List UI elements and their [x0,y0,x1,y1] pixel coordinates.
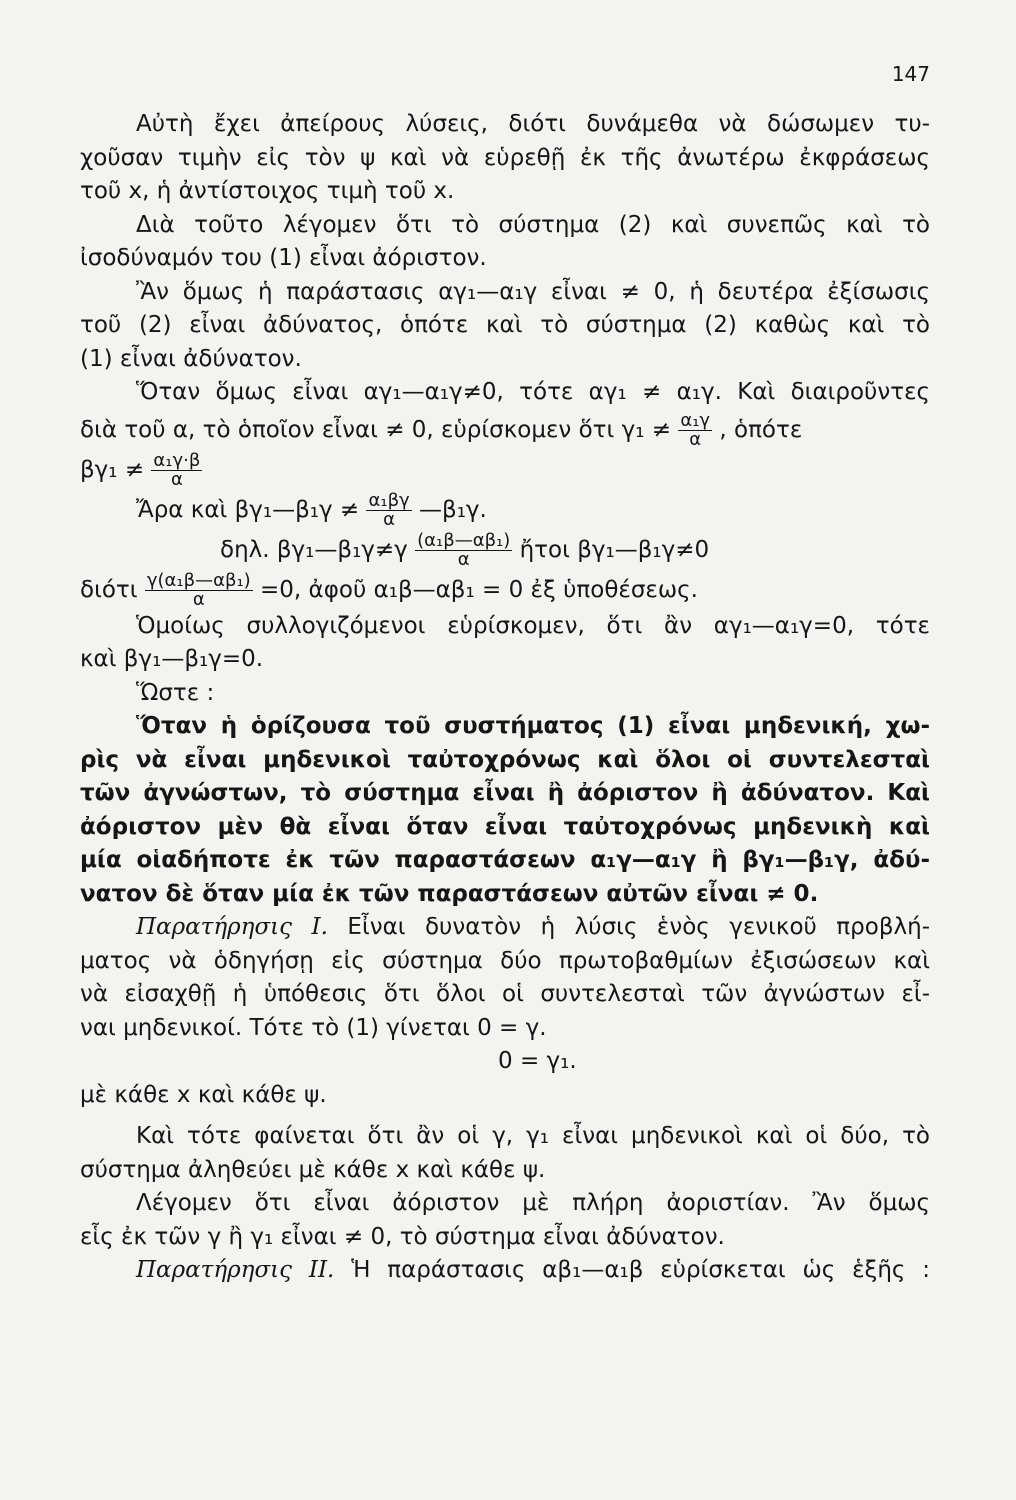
equation-ara [80,490,930,530]
equation-bg [80,450,930,490]
para5-line: Ὁμοίως συλλογιζόμενοι εὑρίσκομεν, ὅτι ἂν αγ₁—α₁γ=0, τότε [136,612,930,639]
para7-line: Λέγομεν ὅτι εἶναι ἀόριστον μὲ πλήρη ἀοριστίαν. Ἂν ὅμως [136,1190,930,1216]
equation-text: —β₁γ. [419,496,487,523]
para1-line: Αὐτὴ ἔχει ἀπείρους λύσεις, διότι δυνάμεθα νὰ δώσωμεν τυ- [136,111,930,137]
fraction-denominator: α [192,588,205,610]
equation-text: =0, ἀφοῦ α₁β—αβ₁ = 0 ἐξ ὑποθέσεως. [260,576,698,603]
equation-text: ἤτοι βγ₁—β₁γ≠0 [519,536,710,563]
para3-line: Ἂν ὅμως ἡ παράστασις αγ₁—α₁γ εἶναι ≠ 0, ἡ δευτέρα ἐξίσωσις [136,278,930,305]
fraction-numerator: (α₁β—αβ₁) [417,529,511,551]
conclusion-line: μία οἱαδήποτε ἐκ τῶν παραστάσεων α₁γ—α₁γ ἢ βγ₁—β₁γ, ἀδύ- [80,847,930,873]
fraction-numerator: γ(α₁β—αβ₁) [146,569,251,591]
equation-text: δηλ. βγ₁—β₁γ≠γ [220,536,408,563]
fraction [678,409,712,450]
remark1-text: Εἶναι δυνατὸν ἡ λύσις ἑνὸς γενικοῦ προβλή- [347,914,930,940]
para2-line: ἰσοδύναμόν του (1) εἶναι ἀόριστον. [80,245,487,271]
fraction-denominator: α [457,548,470,570]
remark2-text: Ἡ παράστασις αβ₁—α₁β εὑρίσκεται ὡς ἑξῆς : [351,1257,931,1283]
para2-line: Διὰ τοῦτο λέγομεν ὅτι τὸ σύστημα (2) καὶ συνεπῶς καὶ τὸ [136,211,930,238]
remark2-line [80,1254,930,1288]
page-text [80,108,930,1288]
fraction-denominator: α [689,428,702,450]
page-number: 147 [891,62,930,86]
fraction [366,489,411,530]
para4-text: , ὁπότε [719,416,803,443]
fraction [151,449,202,490]
fraction-denominator: α [383,508,396,530]
remark1-line: ναι μηδενικοί. Τότε τὸ (1) γίνεται 0 = γ. [80,1014,547,1041]
remark1-title: Παρατήρησις I. [136,914,328,940]
equation-gamma1: 0 = γ₁. [498,1048,577,1074]
remark1-line [80,911,930,945]
para6-line: σύστημα ἀληθεύει μὲ κάθε x καὶ κάθε ψ. [80,1156,546,1183]
hoste: Ὥστε : [136,679,215,706]
fraction-numerator: α₁γ [680,409,711,431]
equation-text: διότι [80,576,138,603]
fraction-numerator: α₁βγ [368,489,410,511]
fraction-denominator: α [170,468,183,490]
para4-line: Ὅταν ὅμως εἶναι αγ₁—α₁γ≠0, τότε αγ₁ ≠ α₁γ. Καὶ διαιροῦντες [136,379,930,405]
me-kathe-line: μὲ κάθε x καὶ κάθε ψ. [80,1081,327,1108]
equation-text: Ἄρα καὶ βγ₁—β₁γ ≠ [136,496,360,523]
remark1-line: νὰ εἰσαχθῇ ἡ ὑπόθεσις ὅτι ὅλοι οἱ συντελεσταὶ τῶν ἀγνώστων εἶ- [80,981,930,1007]
conclusion-line: τῶν ἀγνώστων, τὸ σύστημα εἶναι ἢ ἀόριστον ἢ ἀδύνατον. Καὶ [80,780,930,806]
equation-dioti [80,570,930,610]
remark2-title: Παρατήρησις II. [136,1257,335,1283]
para3-line: (1) εἶναι ἀδύνατον. [80,345,302,372]
conclusion-line: ἀόριστον μὲν θὰ εἶναι ὅταν εἶναι ταὐτοχρόνως μηδενικὴ καὶ [80,813,930,840]
para7-line: εἷς ἐκ τῶν γ ἢ γ₁ εἶναι ≠ 0, τὸ σύστημα εἶναι ἀδύνατον. [80,1223,725,1250]
para6-line: Καὶ τότε φαίνεται ὅτι ἂν οἱ γ, γ₁ εἶναι μηδενικοὶ καὶ οἱ δύο, τὸ [136,1123,930,1149]
equation-text: βγ₁ ≠ [80,456,145,483]
para4-fraction-line [80,410,930,450]
para1-line: χοῦσαν τιμὴν εἰς τὸν ψ καὶ νὰ εὑρεθῇ ἐκ τῆς ἀνωτέρω ἐκφράσεως [80,144,930,171]
equation-dil [80,530,930,570]
fraction [415,529,512,570]
conclusion-line: Ὅταν ἡ ὁρίζουσα τοῦ συστήματος (1) εἶναι μηδενική, χω- [136,713,930,739]
para3-line: τοῦ (2) εἶναι ἀδύνατος, ὁπότε καὶ τὸ σύστημα (2) καθὼς καὶ τὸ [80,312,930,338]
para5-line: καὶ βγ₁—β₁γ=0. [80,646,264,672]
remark1-line: ματος νὰ ὁδηγήσῃ εἰς σύστημα δύο πρωτοβαθμίων ἐξισώσεων καὶ [80,947,930,974]
para1-line: τοῦ x, ἡ ἀντίστοιχος τιμὴ τοῦ x. [80,178,455,204]
conclusion-line: νατον δὲ ὅταν μία ἐκ τῶν παραστάσεων αὐτῶν εἶναι ≠ 0. [80,880,819,907]
conclusion-line: ρὶς νὰ εἶναι μηδενικοὶ ταὐτοχρόνως καὶ ὅλοι οἱ συντελεσταὶ [80,746,930,773]
fraction-numerator: α₁γ·β [153,449,201,471]
para4-text: διὰ τοῦ α, τὸ ὁποῖον εἶναι ≠ 0, εὑρίσκομεν ὅτι γ₁ ≠ [80,416,672,443]
fraction [145,569,253,610]
